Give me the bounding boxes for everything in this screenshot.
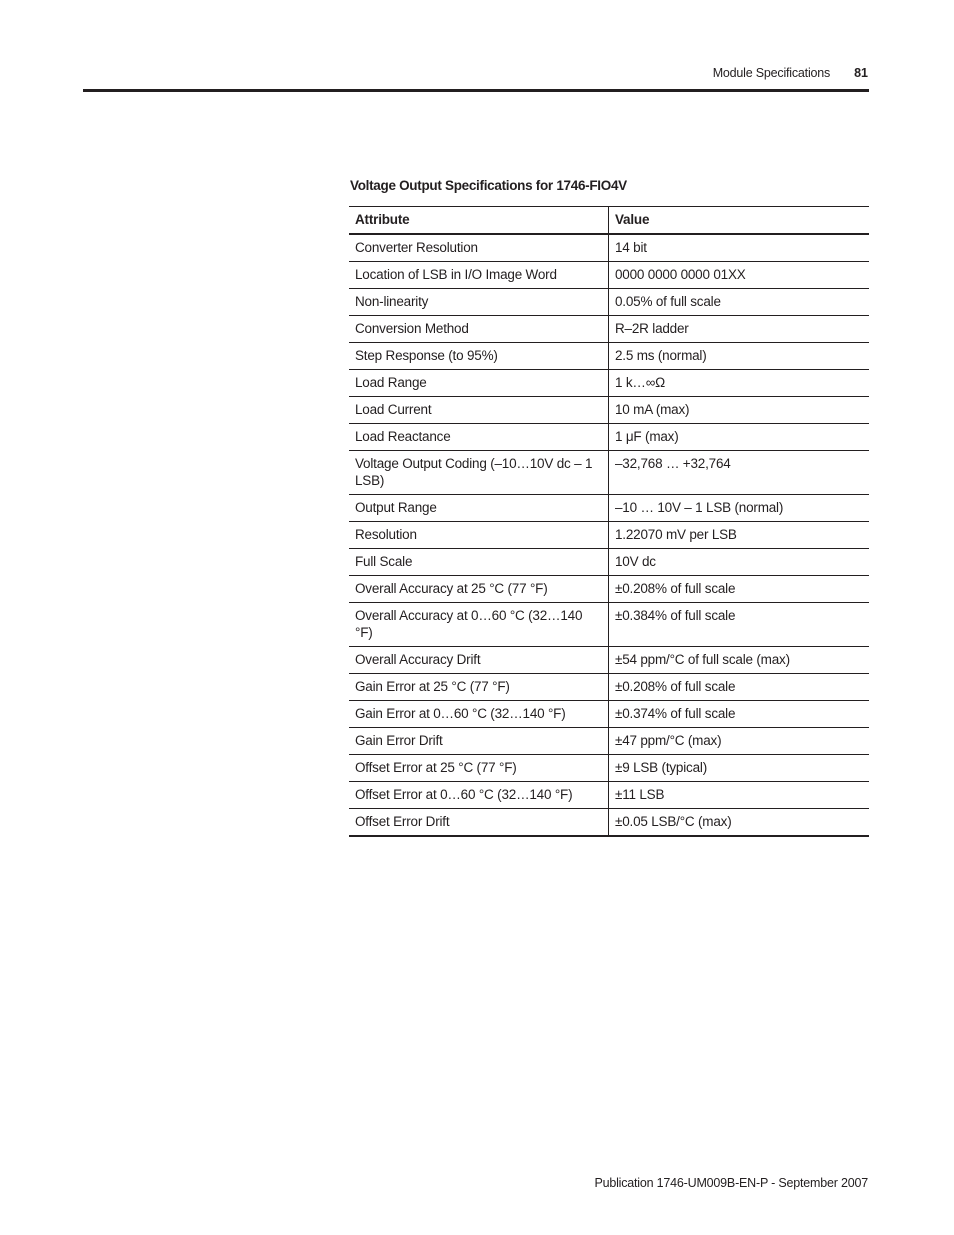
value-cell: 14 bit (609, 234, 870, 262)
table-row (349, 728, 869, 755)
attribute-cell: Voltage Output Coding (–10…10V dc – 1 LSB) (349, 451, 609, 495)
table-row (349, 316, 869, 343)
table-row (349, 809, 869, 837)
attribute-cell: Overall Accuracy at 25 °C (77 °F) (349, 576, 609, 603)
attribute-cell: Resolution (349, 522, 609, 549)
table-row (349, 234, 869, 262)
table-row (349, 397, 869, 424)
value-cell: 0000 0000 0000 01XX (609, 262, 870, 289)
table-row (349, 576, 869, 603)
attribute-cell: Gain Error at 0…60 °C (32…140 °F) (349, 701, 609, 728)
page-number: 81 (854, 66, 868, 80)
attribute-cell: Overall Accuracy at 0…60 °C (32…140 °F) (349, 603, 609, 647)
attribute-cell: Offset Error Drift (349, 809, 609, 837)
table-row (349, 701, 869, 728)
table-row (349, 451, 869, 495)
value-cell: 10 mA (max) (609, 397, 870, 424)
publication-footer: Publication 1746-UM009B-EN-P - September 2007 (594, 1176, 868, 1190)
attribute-cell: Converter Resolution (349, 234, 609, 262)
value-cell: 1 k…∞Ω (609, 370, 870, 397)
attribute-cell: Offset Error at 25 °C (77 °F) (349, 755, 609, 782)
attribute-cell: Gain Error at 25 °C (77 °F) (349, 674, 609, 701)
value-cell: R–2R ladder (609, 316, 870, 343)
value-cell: ±11 LSB (609, 782, 870, 809)
table-header-row (349, 207, 869, 235)
attribute-cell: Output Range (349, 495, 609, 522)
column-header-value: Value (609, 207, 870, 235)
value-cell: 1 μF (max) (609, 424, 870, 451)
attribute-cell: Conversion Method (349, 316, 609, 343)
value-cell: 1.22070 mV per LSB (609, 522, 870, 549)
page-header (713, 66, 868, 80)
table-row (349, 549, 869, 576)
attribute-cell: Full Scale (349, 549, 609, 576)
table-row (349, 674, 869, 701)
value-cell: ±0.05 LSB/°C (max) (609, 809, 870, 837)
attribute-cell: Load Range (349, 370, 609, 397)
table-row (349, 262, 869, 289)
table-row (349, 424, 869, 451)
value-cell: –32,768 … +32,764 (609, 451, 870, 495)
table-row (349, 495, 869, 522)
table-row (349, 370, 869, 397)
value-cell: ±0.384% of full scale (609, 603, 870, 647)
attribute-cell: Step Response (to 95%) (349, 343, 609, 370)
table-row (349, 522, 869, 549)
table-row (349, 343, 869, 370)
value-cell: 0.05% of full scale (609, 289, 870, 316)
value-cell: ±54 ppm/°C of full scale (max) (609, 647, 870, 674)
value-cell: ±0.208% of full scale (609, 674, 870, 701)
attribute-cell: Gain Error Drift (349, 728, 609, 755)
attribute-cell: Overall Accuracy Drift (349, 647, 609, 674)
attribute-cell: Load Reactance (349, 424, 609, 451)
value-cell: ±47 ppm/°C (max) (609, 728, 870, 755)
section-title: Module Specifications (712, 66, 831, 80)
table-title: Voltage Output Specifications for 1746-FIO4V (350, 178, 627, 193)
value-cell: –10 … 10V – 1 LSB (normal) (609, 495, 870, 522)
table-body (349, 234, 869, 836)
value-cell: ±9 LSB (typical) (609, 755, 870, 782)
value-cell: 10V dc (609, 549, 870, 576)
attribute-cell: Location of LSB in I/O Image Word (349, 262, 609, 289)
table-row (349, 755, 869, 782)
spec-table (349, 206, 869, 837)
attribute-cell: Load Current (349, 397, 609, 424)
header-rule (83, 89, 869, 92)
attribute-cell: Non-linearity (349, 289, 609, 316)
value-cell: ±0.208% of full scale (609, 576, 870, 603)
attribute-cell: Offset Error at 0…60 °C (32…140 °F) (349, 782, 609, 809)
column-header-attribute: Attribute (349, 207, 609, 235)
table-row (349, 603, 869, 647)
table-row (349, 782, 869, 809)
table-row (349, 289, 869, 316)
value-cell: 2.5 ms (normal) (609, 343, 870, 370)
table-row (349, 647, 869, 674)
value-cell: ±0.374% of full scale (609, 701, 870, 728)
